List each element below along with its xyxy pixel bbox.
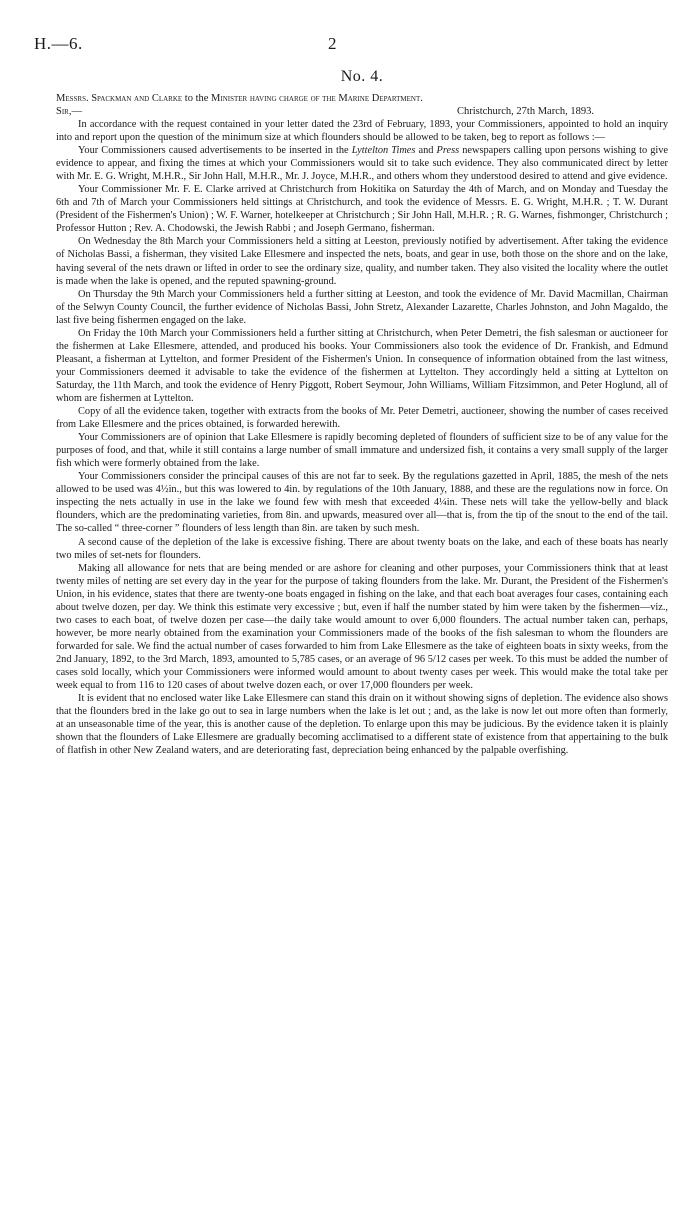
paragraph: It is evident that no enclosed water like Lake Ellesmere can stand this drain on it without showing signs of depletion. The evidence also shows that the flounders bred in the lake go out to sea in large numbers when the lake is let out ; and, as the lake is now let out more often than formerly, at an unseasonable time of the year, this is another cause of the depletion. To enlarge upon this may be judicious. By the evidence taken it is plainly shown that the flounders of Lake Ellesmere are gradually becoming acclimatised to a different state of existence from that appertaining to the bulk of flatfish in other New Zealand waters, and are deteriorating fast, depreciation being enhanced by the palpable overfishing. [56,693,668,757]
paragraph: Copy of all the evidence taken, together with extracts from the books of Mr. Peter Demetri, auctioneer, showing the number of cases received from Lake Ellesmere and the prices obtained, is forwarded herewith. [56,406,668,431]
running-head [34,34,668,62]
document-number: No. 4. [340,68,384,85]
letter-body [56,118,668,757]
paragraph: Your Commissioners are of opinion that Lake Ellesmere is rapidly becoming depleted of flounders of sufficient size to be of any value for the purposes of food, and that, while it still contains a large number of small immature and undersized fish, it contains a very small supply of the larger fish which were formerly obtained from the lake. [56,432,668,470]
paragraph: On Wednesday the 8th March your Commissioners held a sitting at Leeston, previously notified by advertisement. After taking the evidence of Nicholas Bassi, a fisherman, they visited Lake Ellesmere and inspected the nets, boats, and gear in use, both those on the shore and on the lake, having several of the nets drawn or lifted in order to see the ordinary size, quality, and number taken. They also visited the locality where the outlet is made when the lake is opened, and the reputed spawning-ground. [56,236,668,287]
salutation-line [56,105,668,118]
paragraph: A second cause of the depletion of the lake is excessive fishing. There are about twenty boats on the lake, and each of these boats has nearly two miles of set-nets for flounders. [56,536,668,561]
dateline: Christchurch, 27th March, 1893. [456,106,594,117]
salutation: Sir,— [56,106,82,117]
paragraph-text: newspapers calling upon persons wishing to give evidence to appear, and fixing the times at which your Commissioners would sit to take such evidence. They also communicated direct by letter with Mr. E. G. Wright, M.H.R., Sir John Hall, M.H.R., Mr. J. Joyce, M.H.R., and others whom they understood desired to attend and give evidence. [56,145,669,183]
letter-sender: Messrs. Spackman and Clarke [56,93,183,104]
paragraph-text: Your Commissioners caused advertisements to be inserted in the [78,145,352,157]
document-page [34,34,669,757]
letter-heading [56,92,668,105]
letter-recipient: Minister having charge of the Marine Department. [211,93,423,104]
paragraph [56,144,668,183]
letter-to-word: to the [184,93,209,104]
paragraph: On Friday the 10th March your Commissioners held a further sitting at Christchurch, when Peter Demetri, the fish salesman or auctioneer for the fishermen at Lake Ellesmere, attended, and produced his books. Your Commissioners also took the evidence of Dr. Frankish, and Edmund Pleasant, a fisherman at Lyttelton, and former President of the Fishermen's Union. In consequence of information obtained from the last witness, your Commissioners deemed it advisable to take the evidence of the fishermen at Lyttelton. They accordingly held a sitting at Lyttelton on Saturday, the 11th March, and took the evidence of Henry Piggott, Robert Seymour, John Williams, William Fitzsimmon, and Peter Hoglund, all of whom are fishermen at Lyttelton. [56,327,668,404]
page-number: 2 [328,34,337,53]
paragraph: On Thursday the 9th March your Commissioners held a further sitting at Leeston, and took the evidence of Mr. David Macmillan, Chairman of the Selwyn County Council, the further evidence of Nicholas Bassi, John Stretz, Alexander Lazarette, Charles Johnston, and John Magaldo, the last five being fishermen engaged on the lake. [56,288,668,326]
paragraph-text: and [415,145,437,157]
paragraph: In accordance with the request contained in your letter dated the 23rd of February, 1893, your Commissioners, appointed to hold an inquiry into and report upon the question of the minimum size at which flounders should be allowed to be taken, beg to report as follows :— [56,119,668,144]
paragraph: Your Commissioners consider the principal causes of this are not far to seek. By the regulations gazetted in April, 1885, the mesh of the nets allowed to be used was 4½in., but this was lowered to 4in. by regulations of the 10th January, 1888, and these are the regulations now in force. On inspecting the nets actually in use in the lake we found few with mesh that exceeded 4¼in. These nets will take the yellow-belly and black flounders, which are the predominating varieties, from 8in. and upwards, measured over all—that is, from the tip of the snout to the end of the tail. The so-called “ three-corner ” flounders of less length than 8in. are taken by such mesh. [56,471,668,535]
paragraph: Making all allowance for nets that are being mended or are ashore for cleaning and other purposes, your Commissioners think that at least twenty miles of netting are set every day in the year for the purpose of taking flounders from the lake. Mr. Durant, the President of the Fishermen's Union, in his evidence, states that there are twenty-one boats engaged in fishing on the lake, and that each boat averages four cases, containing each about twelve dozen, per day. We think this estimate very excessive ; but, even if half the number stated by him were taken by the fishermen—viz., two cases to each boat, of twelve dozen per case—the daily take would amount to over 6,000 flounders. The actual number taken can, perhaps, however, be more nearly obtained from the examination your Commissioners made of the books of the fish salesman to whom the flounders are forwarded for sale. We find the actual number of cases forwarded to him from Lake Ellesmere as the take of eighteen boats in sixty weeks, from the 2nd January, 1892, to the 3rd March, 1893, amounted to 5,785 cases, or an average of 96 5/12 cases per week. To this must be added the number of cases sold locally, which your Commissioners were informed would amount to about twenty cases per week. This would make the total take per week equal to from 116 to 120 cases of about twelve dozen each, or over 17,000 flounders per week. [56,562,668,692]
paragraph: Your Commissioner Mr. F. E. Clarke arrived at Christchurch from Hokitika on Saturday the 4th of March, and on Monday and Tuesday the 6th and 7th of March your Commissioners held sittings at Christchurch, and took the evidence of Messrs. E. G. Wright, M.H.R. ; T. W. Durant (President of the Fishermen's Union) ; W. F. Warner, hotelkeeper at Christchurch ; Sir John Hall, M.H.R. ; R. G. Warnes, fishmonger, Christchurch ; Professor Hutton ; Rev. A. Chodowski, the Jewish Rabbi ; and Joseph Germano, fisherman. [56,184,668,235]
newspaper-title: Press [436,145,460,157]
newspaper-title: Lyttelton Times [351,145,416,157]
document-reference: H.—6. [34,34,83,53]
